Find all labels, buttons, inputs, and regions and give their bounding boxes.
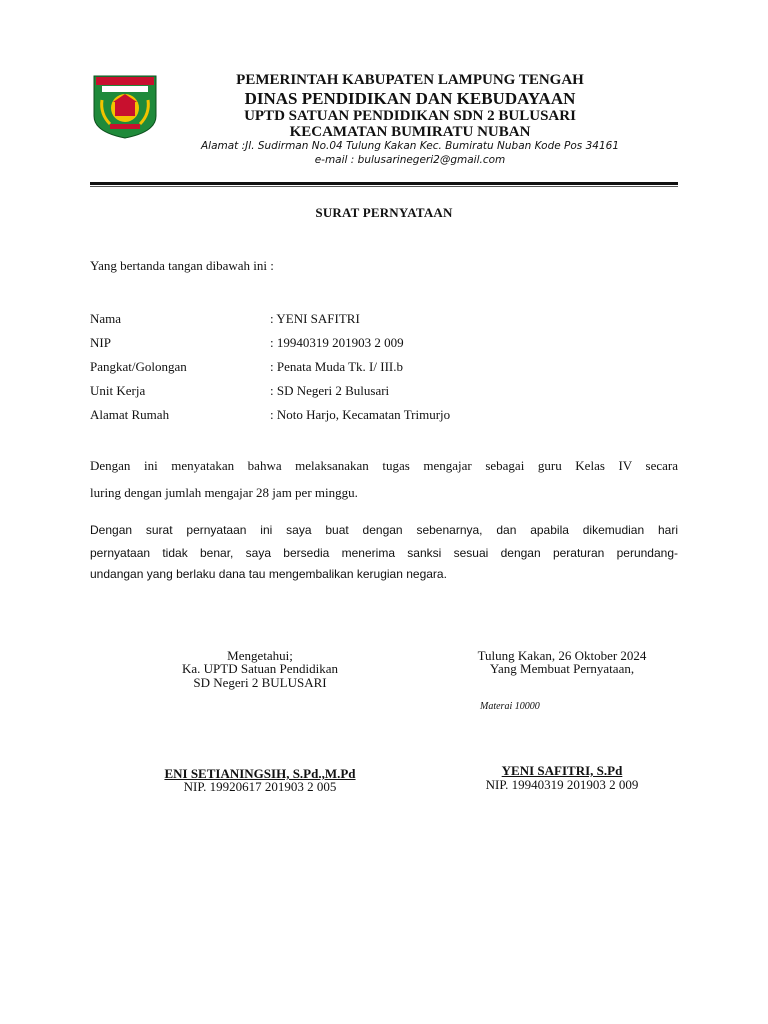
field-label-alamat: Alamat Rumah — [90, 407, 170, 422]
field-value-nip: : 19940319 201903 2 009 — [270, 335, 404, 350]
letterhead-email: e-mail : bulusarinegeri2@gmail.com — [314, 154, 506, 166]
letterhead-district: KECAMATAN BUMIRATU NUBAN — [289, 124, 531, 140]
field-value-unit-kerja: : SD Negeri 2 Bulusari — [270, 383, 390, 398]
field-value-alamat: : Noto Harjo, Kecamatan Trimurjo — [270, 407, 451, 422]
field-value-nama: : YENI SAFITRI — [270, 311, 360, 326]
letterhead-school: UPTD SATUAN PENDIDIKAN SDN 2 BULUSARI — [244, 108, 576, 124]
letterhead-government: PEMERINTAH KABUPATEN LAMPUNG TENGAH — [236, 72, 584, 88]
field-label-nip: NIP — [90, 335, 111, 350]
field-label-unit-kerja: Unit Kerja — [90, 383, 146, 398]
sig-right-name: YENI SAFITRI, S.Pd — [501, 763, 623, 778]
regency-logo — [90, 72, 160, 140]
sig-right-place-date: Tulung Kakan, 26 Oktober 2024 — [477, 648, 647, 663]
sig-right-nip: NIP. 19940319 201903 2 009 — [485, 777, 639, 792]
intro-text: Yang bertanda tangan dibawah ini : — [90, 258, 274, 273]
sig-right-role: Yang Membuat Pernyataan, — [489, 661, 635, 676]
sig-left-name: ENI SETIANINGSIH, S.Pd.,M.Pd — [164, 766, 356, 781]
letterhead-agency: DINAS PENDIDIKAN DAN KEBUDAYAAN — [244, 89, 576, 108]
field-label-nama: Nama — [90, 311, 122, 326]
sig-left-nip: NIP. 19920617 201903 2 005 — [183, 779, 337, 794]
letterhead-divider-thin — [90, 186, 678, 187]
letterhead-address: Alamat :Jl. Sudirman No.04 Tulung Kakan Kec. Bumiratu Nuban Kode Pos 34161 — [200, 140, 619, 152]
document-title: SURAT PERNYATAAN — [315, 205, 453, 220]
sig-left-acknowledge: Mengetahui; — [227, 648, 293, 663]
paragraph-2-line-1: Dengan surat pernyataan ini saya buat dengan sebenarnya, dan apabila dikemudian hari — [90, 523, 678, 537]
field-value-pangkat: : Penata Muda Tk. I/ III.b — [270, 359, 403, 374]
sig-left-institution: SD Negeri 2 BULUSARI — [193, 675, 327, 690]
paragraph-2-line-2: pernyataan tidak benar, saya bersedia menerima sanksi sesuai dengan peraturan perundang- — [90, 546, 678, 560]
paragraph-1-line-2: luring dengan jumlah mengajar 28 jam per minggu. — [90, 485, 358, 500]
field-label-pangkat: Pangkat/Golongan — [90, 359, 187, 374]
paragraph-1-line-1: Dengan ini menyatakan bahwa melaksanakan tugas mengajar sebagai guru Kelas IV secara — [90, 458, 678, 473]
paragraph-2-line-3: undangan yang berlaku dana tau mengembalikan kerugian negara. — [90, 567, 447, 581]
materai-label: Materai 10000 — [480, 701, 540, 712]
letterhead-divider — [90, 182, 678, 185]
sig-left-position: Ka. UPTD Satuan Pendidikan — [182, 661, 338, 676]
